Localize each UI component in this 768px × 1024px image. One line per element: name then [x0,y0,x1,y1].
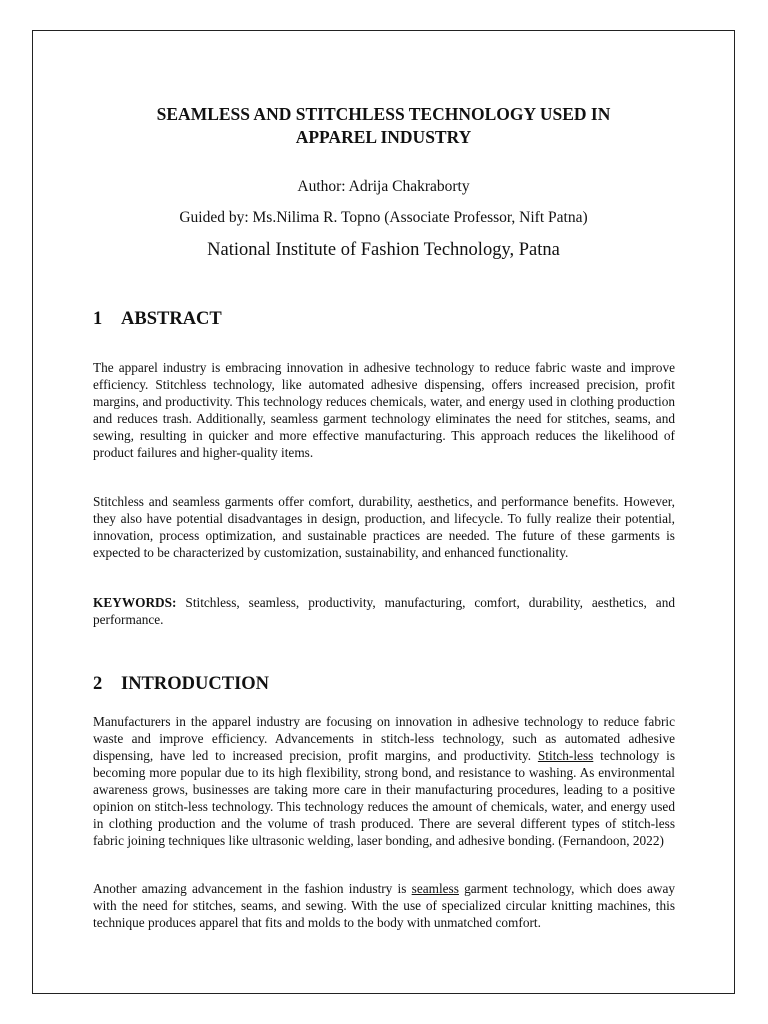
page-border [32,30,735,994]
keywords-paragraph [93,594,675,628]
introduction-number: 2 [93,674,103,694]
author-line: Author: Adrija Chakraborty [297,178,470,195]
abstract-paragraph-2: Stitchless and seamless garments offer comfort, durability, aesthetics, and performance benefits. However, they also have potential disadvantages in design, production, and lifecycle. To fully realize their potential, innovation, process optimization, and sustainable practices are needed. The future of these garments is expected to be characterized by customization, sustainability, and enhanced functionality. [93,494,675,560]
abstract-title: ABSTRACT [121,309,222,329]
introduction-title: INTRODUCTION [121,674,270,694]
introduction-heading [93,674,269,695]
abstract-heading [93,309,222,330]
introduction-paragraph-2 [93,880,675,931]
title-line-2: APPAREL INDUSTRY [295,127,472,147]
seamless-underlined: seamless [411,881,459,896]
abstract-number: 1 [93,309,103,329]
intro-p2-text-a: Another amazing advancement in the fashion industry is [93,881,412,896]
intro-p1-text-a: Manufacturers in the apparel industry are focusing on innovation in adhesive technology to reduce fabric waste and improve efficiency. Advancements in stitch-less technology, such as automated adhesive dispensing, have led to increased precision, profit margins, and productivity. [93,714,675,763]
guided-by-line: Guided by: Ms.Nilima R. Topno (Associate Professor, Nift Patna) [179,209,588,226]
keywords-text: Stitchless, seamless, productivity, manufacturing, comfort, durability, aesthetics, and performance. [93,595,675,627]
paper-title [33,103,734,149]
intro-p1-text-b: technology is becoming more popular due to its high flexibility, strong bond, and resistance to washing. As environmental awareness grows, businesses are taking more care in their manufacturing procedures, leading to a positive opinion on stitch-less technology. This technology reduces the amount of chemicals, water, and energy used in clothing production and the volume of trash produced. There are several different types of stitch-less fabric joining techniques like ultrasonic welding, laser bonding, and adhesive bonding. (Fernandoon, 2022) [93,748,675,848]
title-line-1: SEAMLESS AND STITCHLESS TECHNOLOGY USED IN [156,104,611,124]
keywords-label: KEYWORDS: [93,595,177,610]
abstract-paragraph-1: The apparel industry is embracing innovation in adhesive technology to reduce fabric waste and improve efficiency. Stitchless technology, like automated adhesive dispensing, offers increased precision, profit margins, and productivity. This technology reduces chemicals, water, and energy used in clothing production and reduces trash. Additionally, seamless garment technology eliminates the need for stitches, seams, and sewing, resulting in quicker and more effective manufacturing. This approach reduces the likelihood of product failures and higher-quality items. [93,360,675,460]
introduction-paragraph-1 [93,713,675,849]
stitch-less-underlined: Stitch-less [537,748,594,763]
institute-line: National Institute of Fashion Technology, Patna [207,240,560,260]
intro-p2-text-b: garment technology, which does away with the need for stitches, seams, and sewing. With the use of specialized circular knitting machines, this technique produces apparel that fits and molds to the body with unmatched comfort. [93,881,676,930]
